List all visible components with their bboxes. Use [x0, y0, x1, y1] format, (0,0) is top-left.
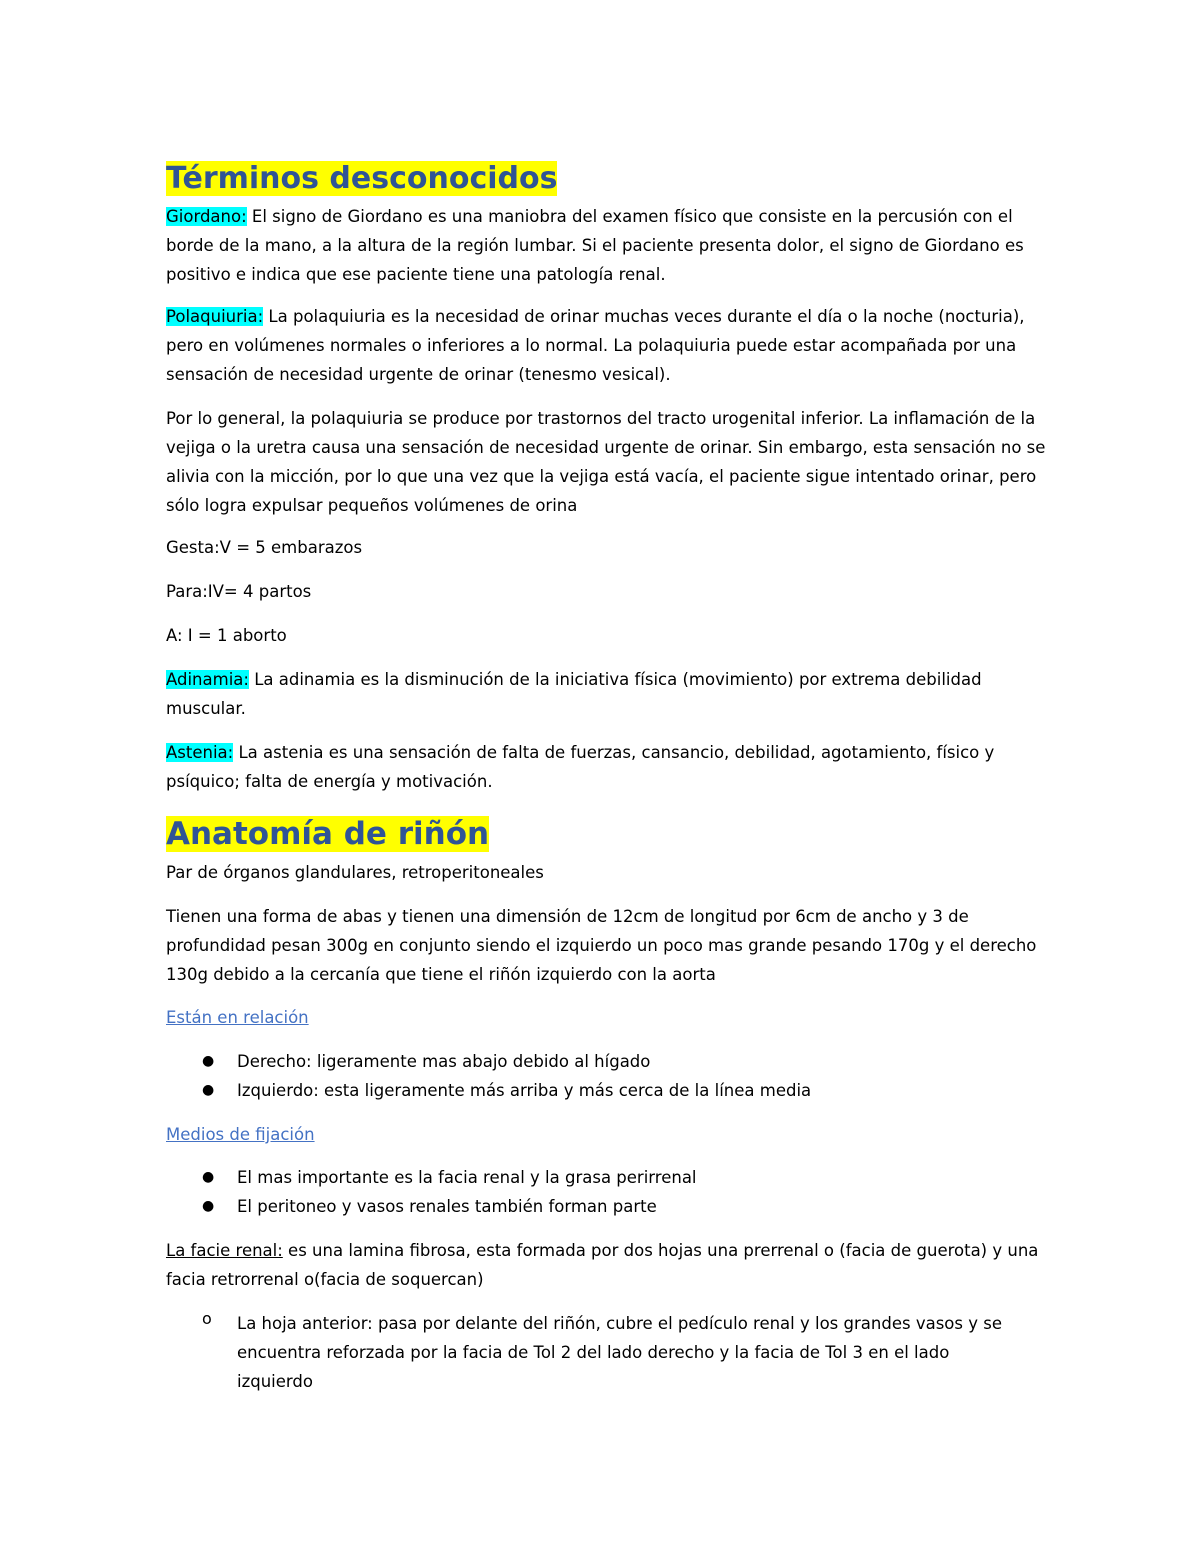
list-item — [166, 1047, 1046, 1076]
paragraph-polaquiuria — [166, 302, 1046, 389]
bullet-icon: ● — [202, 1053, 215, 1069]
aborto-line: A: I = 1 aborto — [166, 626, 287, 645]
facie-renal-definition: es una lamina fibrosa, esta formada por dos hojas una prerrenal o (facia de guerota) y una facia retrorrenal o(facia de soquercan) — [166, 1241, 1039, 1289]
relacion-list — [166, 1047, 1046, 1105]
fijacion-item-peritoneo: El peritoneo y vasos renales también forman parte — [237, 1197, 657, 1216]
para-line: Para:IV= 4 partos — [166, 582, 312, 601]
term-giordano: Giordano: — [166, 207, 247, 226]
astenia-definition: La astenia es una sensación de falta de fuerzas, cansancio, debilidad, agotamiento, físico y psíquico; falta de energía y motivación. — [166, 743, 995, 791]
paragraph-adinamia — [166, 665, 1046, 723]
list-item — [166, 1076, 1046, 1105]
term-facie-renal: La facie renal: — [166, 1241, 283, 1260]
paragraph-facie-renal — [166, 1236, 1041, 1294]
heading-terminos — [166, 160, 1046, 198]
fijacion-heading[interactable]: Medios de fijación — [166, 1125, 315, 1144]
list-item — [166, 1192, 1046, 1221]
term-polaquiuria: Polaquiuria: — [166, 307, 264, 326]
paragraph-astenia — [166, 738, 1041, 796]
paragraph-forma: Tienen una forma de abas y tienen una dimensión de 12cm de longitud por 6cm de ancho y 3 de profundidad pesan 300g en conjunto siendo el izquierdo un poco mas grande pesando 170g y el derecho 130g debido a la cercanía que tiene el riñón izquierdo con la aorta — [166, 907, 1037, 984]
par-organos-line: Par de órganos glandulares, retroperitoneales — [166, 863, 544, 882]
relacion-heading[interactable]: Están en relación — [166, 1008, 309, 1027]
gesta-line: Gesta:V = 5 embarazos — [166, 538, 363, 557]
heading-anatomia-text: Anatomía de riñón — [166, 816, 490, 852]
fijacion-item-facia: El mas importante es la facia renal y la grasa perirrenal — [237, 1168, 697, 1187]
hoja-anterior-item: La hoja anterior: pasa por delante del riñón, cubre el pedículo renal y los grandes vasos y se encuentra reforzada por la facia de Tol 2 del lado derecho y la facia de Tol 3 en el lado izquierdo — [237, 1314, 1002, 1391]
giordano-definition: El signo de Giordano es una maniobra del examen físico que consiste en la percusión con el borde de la mano, a la altura de la región lumbar. Si el paciente presenta dolor, el signo de Giordano es positivo e indica que ese paciente tiene una patología renal. — [166, 207, 1024, 284]
bullet-icon: ● — [202, 1198, 215, 1214]
relacion-item-izquierdo: Izquierdo: esta ligeramente más arriba y más cerca de la línea media — [237, 1081, 812, 1100]
adinamia-definition: La adinamia es la disminución de la iniciativa física (movimiento) por extrema debilidad muscular. — [166, 670, 982, 718]
polaquiuria-definition: La polaquiuria es la necesidad de orinar muchas veces durante el día o la noche (nocturia), pero en volúmenes normales o inferiores a lo normal. La polaquiuria puede estar acompañada por una sensación de necesidad urgente de orinar (tenesmo vesical). — [166, 307, 1025, 384]
circle-bullet-icon: o — [202, 1309, 212, 1328]
paragraph-giordano — [166, 202, 1046, 289]
term-astenia: Astenia: — [166, 743, 234, 762]
term-adinamia: Adinamia: — [166, 670, 249, 689]
heading-terminos-text: Términos desconocidos — [166, 161, 558, 196]
bullet-icon: ● — [202, 1082, 215, 1098]
heading-anatomia — [166, 815, 1046, 853]
paragraph-general: Por lo general, la polaquiuria se produce por trastornos del tracto urogenital inferior. La inflamación de la vejiga o la uretra causa una sensación de necesidad urgente de orinar. Sin embargo, esta sensación no se alivia con la micción, por lo que una vez que la vejiga está vacía, el paciente sigue intentado orinar, pero sólo logra expulsar pequeños volúmenes de orina — [166, 409, 1046, 515]
bullet-icon: ● — [202, 1169, 215, 1185]
fijacion-list — [166, 1163, 1046, 1221]
relacion-item-derecho: Derecho: ligeramente mas abajo debido al hígado — [237, 1052, 651, 1071]
list-item — [166, 1163, 1046, 1192]
